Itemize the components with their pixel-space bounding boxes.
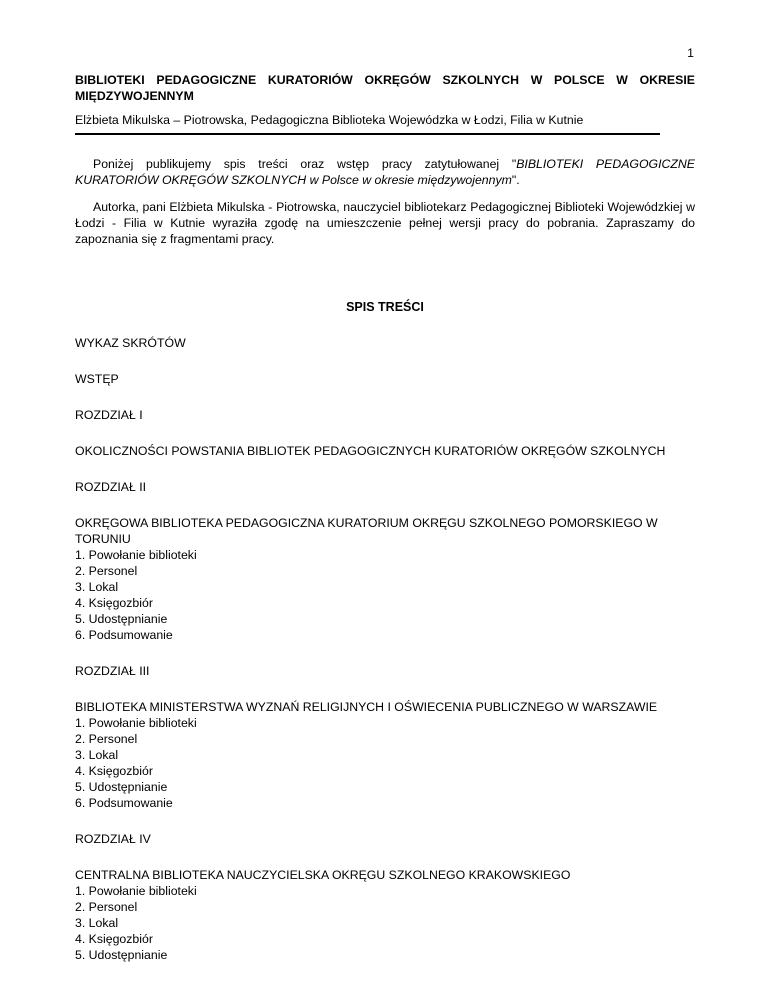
- toc-chapter-2-label: ROZDZIAŁ II: [75, 480, 147, 494]
- toc-chapter-4-item: 4. Księgozbiór: [75, 932, 153, 946]
- title-line-1: [75, 72, 695, 88]
- toc-chapter-4-item: 3. Lokal: [75, 916, 119, 930]
- toc-chapter-3-item: 1. Powołanie biblioteki: [75, 716, 197, 730]
- toc-abbreviations: WYKAZ SKRÓTÓW: [75, 336, 186, 350]
- toc-chapter-2-title: OKRĘGOWA BIBLIOTEKA PEDAGOGICZNA KURATORIUM OKRĘGU SZKOLNEGO POMORSKIEGO W TORUNIU: [75, 516, 658, 546]
- toc-chapter-3-item: 3. Lokal: [75, 748, 119, 762]
- intro-paragraph-1: [75, 156, 695, 188]
- toc-introduction: WSTĘP: [75, 372, 119, 386]
- toc-chapter-3-item: 6. Podsumowanie: [75, 796, 173, 810]
- author-line: Elżbieta Mikulska – Piotrowska, Pedagogiczna Biblioteka Wojewódzka w Łodzi, Filia w Kutnie: [75, 113, 584, 127]
- toc-chapter-4-item: 2. Personel: [75, 900, 138, 914]
- toc-chapter-3-item: 4. Księgozbiór: [75, 764, 153, 778]
- title-word: POLSCE: [554, 73, 605, 87]
- intro-p1-prefix: Poniżej publikujemy spis treści oraz wstęp pracy zatytułowanej ": [93, 157, 517, 171]
- toc-chapter-4-item: 5. Udostępnianie: [75, 948, 168, 962]
- toc-chapter-3-item: 5. Udostępnianie: [75, 780, 168, 794]
- title-word: BIBLIOTEKI: [75, 73, 145, 87]
- toc-chapter-1-title: OKOLICZNOŚCI POWSTANIA BIBLIOTEK PEDAGOGICZNYCH KURATORIÓW OKRĘGÓW SZKOLNYCH: [75, 444, 666, 458]
- toc-chapter-2-item: 5. Udostępnianie: [75, 612, 168, 626]
- intro-p1-italic-title: BIBLIOTEKI PEDAGOGICZNE KURATORIÓW OKRĘGÓW SZKOLNYCH w Polsce w okresie międzywojennym: [75, 157, 695, 187]
- title-word: OKRĘGÓW: [364, 73, 431, 87]
- toc-chapter-1-label: ROZDZIAŁ I: [75, 408, 143, 422]
- toc-chapter-2-item: 4. Księgozbiór: [75, 596, 153, 610]
- title-word: KURATORIÓW: [267, 73, 353, 87]
- toc-chapter-4-item: 1. Powołanie biblioteki: [75, 884, 197, 898]
- toc-chapter-2-item: 3. Lokal: [75, 580, 119, 594]
- toc-heading: SPIS TREŚCI: [346, 300, 424, 314]
- intro-paragraph-2: Autorka, pani Elżbieta Mikulska - Piotrowska, nauczyciel bibliotekarz Pedagogicznej Biblioteki Wojewódzkiej w Łodzi - Filia w Kutnie wyraziła zgodę na umieszczenie pełnej wersji pracy do pobrania. Zapraszamy do zapoznania się z fragmentami pracy.: [75, 200, 695, 246]
- title-word: W: [530, 73, 543, 87]
- title-word: OKRESIE: [639, 73, 695, 87]
- toc-chapter-4-title: CENTRALNA BIBLIOTEKA NAUCZYCIELSKA OKRĘGU SZKOLNEGO KRAKOWSKIEGO: [75, 868, 571, 882]
- document-body: [75, 72, 695, 963]
- intro-p1-suffix: ".: [511, 173, 520, 187]
- title-word: SZKOLNYCH: [442, 73, 519, 87]
- title-word: PEDAGOGICZNE: [156, 73, 257, 87]
- toc-chapter-3-item: 2. Personel: [75, 732, 138, 746]
- document-title: [75, 72, 695, 104]
- toc-chapter-3-label: ROZDZIAŁ III: [75, 664, 150, 678]
- toc-chapter-2-item: 1. Powołanie biblioteki: [75, 548, 197, 562]
- toc-chapter-2-item: 2. Personel: [75, 564, 138, 578]
- title-line-2: MIĘDZYWOJENNYM: [75, 89, 194, 103]
- title-word: W: [616, 73, 628, 87]
- toc-chapter-3-title: BIBLIOTEKA MINISTERSTWA WYZNAŃ RELIGIJNYCH I OŚWIECENIA PUBLICZNEGO W WARSZAWIE: [75, 700, 658, 714]
- page-number: 1: [687, 46, 694, 60]
- toc-chapter-2-item: 6. Podsumowanie: [75, 628, 173, 642]
- horizontal-rule: [75, 133, 660, 135]
- toc-chapter-4-label: ROZDZIAŁ IV: [75, 832, 151, 846]
